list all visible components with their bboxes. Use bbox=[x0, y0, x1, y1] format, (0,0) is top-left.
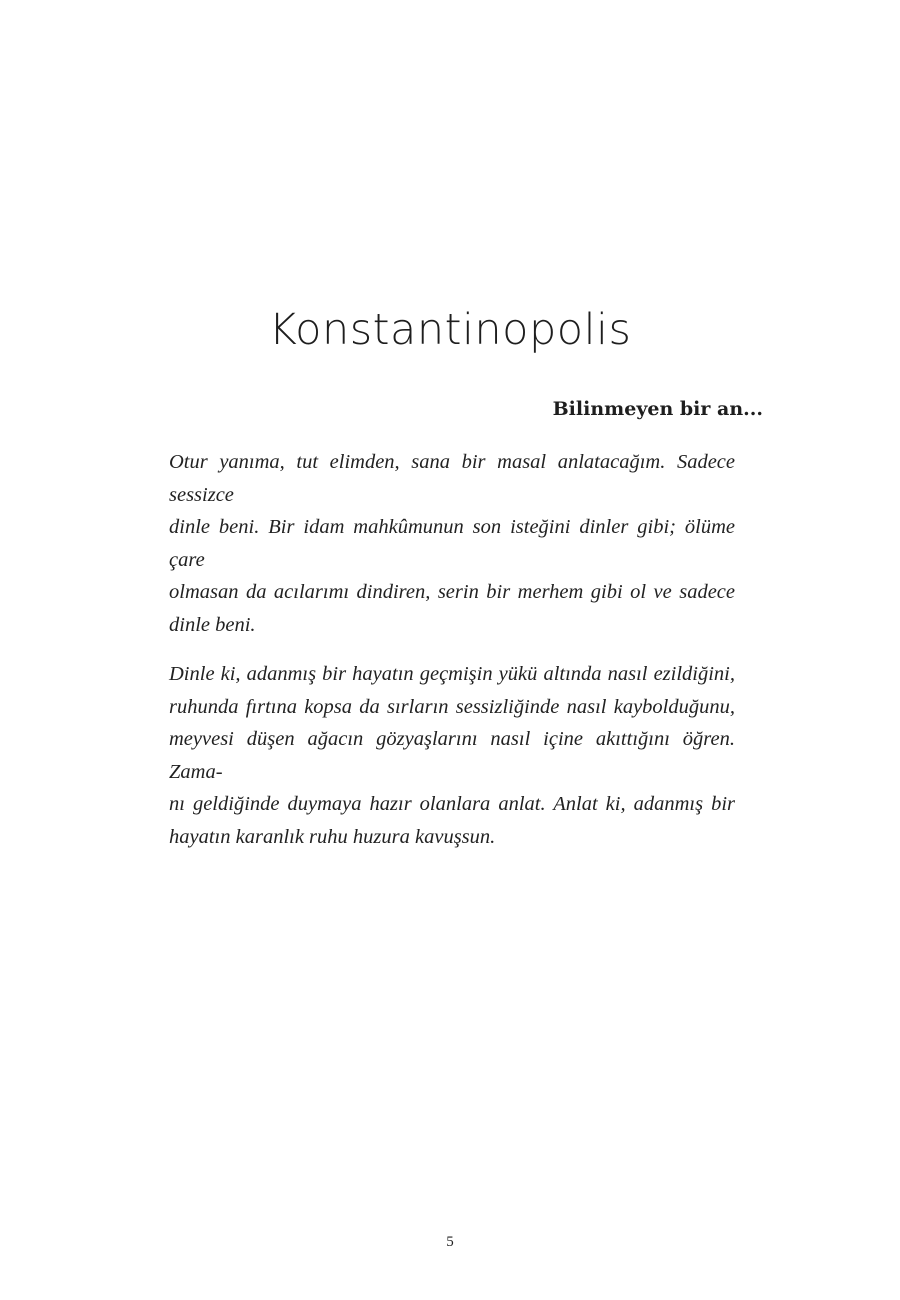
text-line: dinle beni. bbox=[169, 613, 256, 636]
body-text bbox=[169, 446, 735, 870]
text-line: meyvesi düşen ağacın gözyaşlarını nasıl içine akıttığını öğren. Zama- bbox=[169, 728, 735, 783]
paragraph-2 bbox=[169, 658, 735, 853]
chapter-epigraph: Bilinmeyen bir an... bbox=[552, 398, 763, 420]
text-line: hayatın karanlık ruhu huzura kavuşsun. bbox=[169, 825, 496, 848]
text-line: dinle beni. Bir idam mahkûmunun son isteğini dinler gibi; ölüme çare bbox=[169, 516, 735, 571]
chapter-title: Konstantinopolis bbox=[268, 305, 632, 355]
text-line: Dinle ki, adanmış bir hayatın geçmişin yükü altında nasıl ezildiğini, bbox=[169, 663, 735, 685]
text-line: olmasan da acılarımı dindiren, serin bir merhem gibi ol ve sadece bbox=[169, 581, 735, 603]
paragraph-1 bbox=[169, 446, 735, 641]
text-line: ruhunda fırtına kopsa da sırların sessizliğinde nasıl kaybolduğunu, bbox=[169, 695, 735, 718]
page-number: 5 bbox=[446, 1234, 454, 1250]
text-line: nı geldiğinde duymaya hazır olanlara anlat. Anlat ki, adanmış bir bbox=[169, 793, 735, 815]
text-line: Otur yanıma, tut elimden, sana bir masal anlatacağım. Sadece sessizce bbox=[169, 451, 735, 506]
